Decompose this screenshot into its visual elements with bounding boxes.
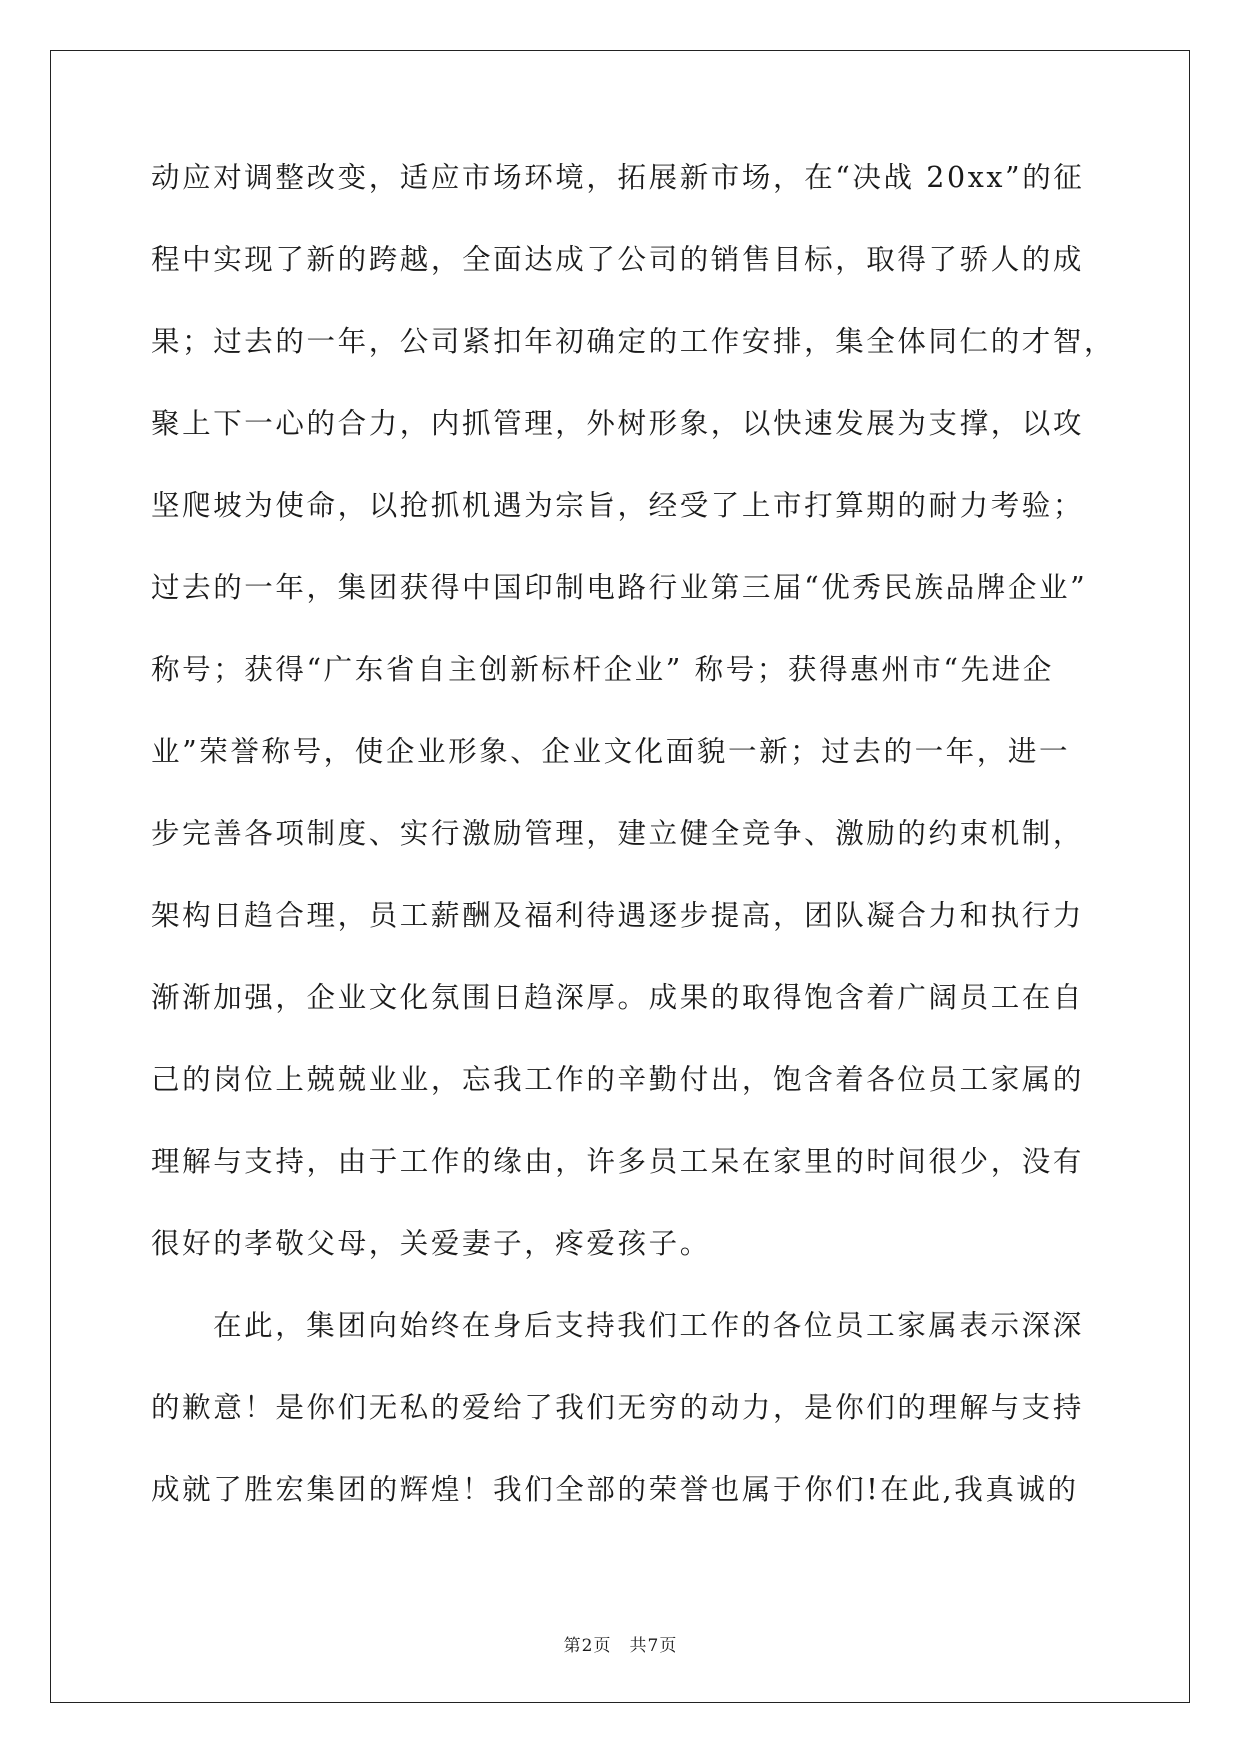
text-line: 过去的一年，集团获得中国印制电路行业第三届“优秀民族品牌企业”	[151, 571, 1088, 604]
text-line: 聚上下一心的合力，内抓管理，外树形象，以快速发展为支撑，以攻	[151, 407, 1085, 440]
page-total: 共7页	[629, 1636, 678, 1656]
text-line: 成就了胜宏集团的辉煌！我们全部的荣誉也属于你们!在此,我真诚的	[151, 1473, 1079, 1506]
page-number: 第2页	[563, 1636, 612, 1656]
text-line: 业”荣誉称号，使企业形象、企业文化面貌一新；过去的一年，进一	[151, 735, 1071, 768]
text-line: 果；过去的一年，公司紧扣年初确定的工作安排，集全体同仁的才智，	[151, 325, 1116, 358]
document-body	[151, 158, 1116, 1552]
text-line: 动应对调整改变，适应市场环境，拓展新市场，在“决战 20xx”的征	[151, 161, 1085, 194]
page-footer	[0, 1631, 1241, 1656]
text-line: 渐渐加强，企业文化氛围日趋深厚。成果的取得饱含着广阔员工在自	[151, 981, 1085, 1014]
text-line: 理解与支持，由于工作的缘由，许多员工呆在家里的时间很少，没有	[151, 1145, 1085, 1178]
text-line: 称号；获得“广东省自主创新标杆企业” 称号；获得惠州市“先进企	[151, 653, 1054, 686]
text-line: 很好的孝敬父母，关爱妻子，疼爱孩子。	[151, 1227, 711, 1260]
text-line: 步完善各项制度、实行激励管理，建立健全竞争、激励的约束机制，	[151, 817, 1085, 850]
text-line: 架构日趋合理，员工薪酬及福利待遇逐步提高，团队凝合力和执行力	[151, 899, 1085, 932]
text-line: 坚爬坡为使命，以抢抓机遇为宗旨，经受了上市打算期的耐力考验；	[151, 489, 1085, 522]
paragraph-start-line: 在此，集团向始终在身后支持我们工作的各位员工家属表示深深	[213, 1309, 1084, 1342]
text-line: 己的岗位上兢兢业业，忘我工作的辛勤付出，饱含着各位员工家属的	[151, 1063, 1085, 1096]
text-line: 的歉意！是你们无私的爱给了我们无穷的动力，是你们的理解与支持	[151, 1391, 1085, 1424]
text-line: 程中实现了新的跨越，全面达成了公司的销售目标，取得了骄人的成	[151, 243, 1085, 276]
